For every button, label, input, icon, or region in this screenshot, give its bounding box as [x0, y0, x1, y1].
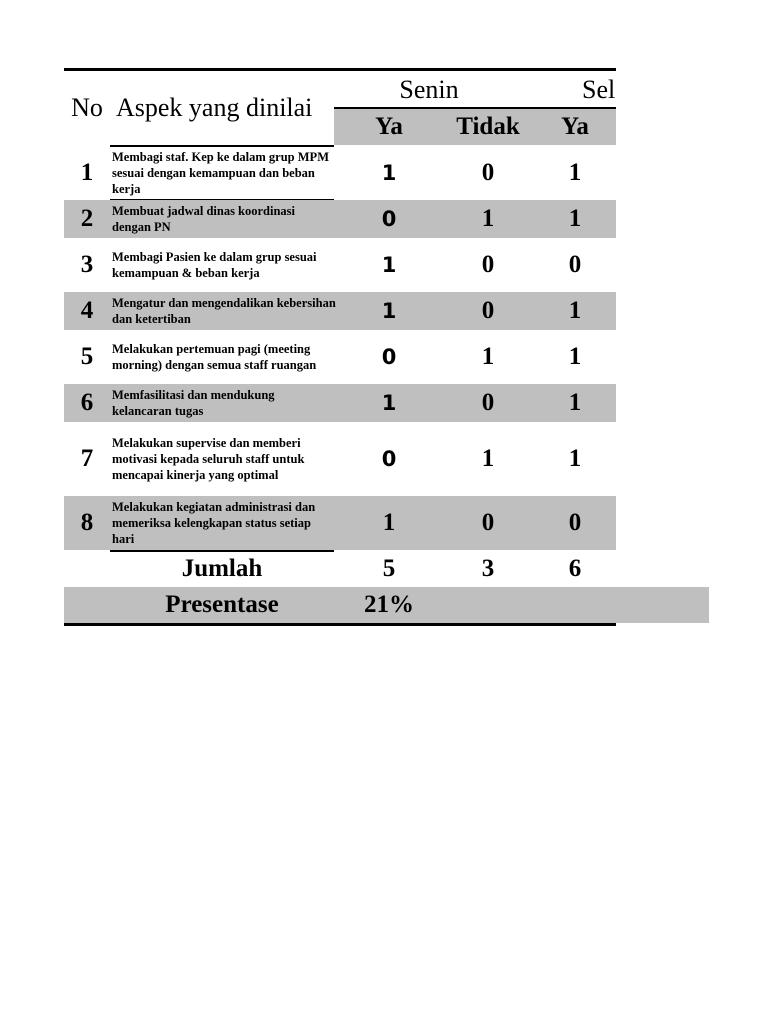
row-ya-2: 1	[568, 343, 582, 370]
row-aspect-cell	[112, 330, 336, 384]
row-tidak: 0	[481, 509, 495, 536]
row-aspect-cell	[112, 496, 336, 550]
row-ya-2: 1	[568, 389, 582, 416]
header-day-senin: Senin	[399, 75, 459, 104]
row-number: 1	[80, 159, 94, 186]
header-ya-2: Ya	[561, 113, 589, 140]
jumlah-tidak: 3	[481, 555, 495, 582]
row-ya: 0	[381, 207, 397, 231]
row-aspect-cell	[112, 422, 336, 496]
row-ya-2: 1	[568, 159, 582, 186]
header-aspect: Aspek yang dinilai	[116, 93, 313, 122]
jumlah-label: Jumlah	[181, 555, 263, 582]
row-aspect: Melakukan supervise dan memberi motivasi kepada seluruh staff untuk mencapai kinerja yang optimal	[112, 436, 305, 482]
row-ya-2: 0	[568, 251, 582, 278]
row-number: 2	[80, 205, 94, 232]
header-ya: Ya	[375, 113, 403, 140]
row-ya: 0	[381, 345, 397, 369]
row-ya-2: 1	[568, 297, 582, 324]
row-ya: 1	[382, 509, 396, 536]
bottom-border	[64, 623, 616, 626]
row-aspect: Mengatur dan mengendalikan kebersihan dan ketertiban	[112, 296, 336, 326]
row-number: 6	[80, 389, 94, 416]
row-aspect: Memfasilitasi dan mendukung kelancaran tugas	[112, 388, 275, 418]
row-ya-2: 1	[568, 445, 582, 472]
jumlah-ya: 5	[382, 555, 396, 582]
row-aspect-cell	[112, 384, 336, 422]
row-aspect: Membagi staf. Kep ke dalam grup MPM sesuai dengan kemampuan dan beban kerja	[112, 150, 329, 196]
row-tidak: 0	[481, 297, 495, 324]
presentase-value: 21%	[364, 591, 414, 618]
row-number: 4	[80, 297, 94, 324]
row-tidak: 0	[481, 251, 495, 278]
row-ya-2: 0	[568, 509, 582, 536]
row-aspect-cell	[112, 238, 336, 292]
row-tidak: 0	[481, 159, 495, 186]
top-border	[64, 68, 616, 71]
row-tidak: 1	[481, 205, 495, 232]
header-day-selasa: Sel	[582, 75, 616, 104]
header-tidak: Tidak	[456, 113, 520, 140]
row-ya: 1	[381, 161, 397, 185]
row-ya: 0	[381, 447, 397, 471]
attendance-table	[64, 68, 709, 628]
row-number: 3	[80, 251, 94, 278]
row-tidak: 1	[481, 343, 495, 370]
row-aspect-cell	[112, 146, 336, 200]
row-aspect-cell	[112, 200, 336, 238]
presentase-label: Presentase	[165, 591, 279, 618]
row-aspect-cell	[112, 292, 336, 330]
jumlah-ya-2: 6	[568, 555, 582, 582]
row-aspect: Melakukan kegiatan administrasi dan memeriksa kelengkapan status setiap hari	[112, 500, 316, 546]
row-ya: 1	[381, 253, 397, 277]
row-number: 7	[80, 445, 94, 472]
row-tidak: 0	[481, 389, 495, 416]
row-tidak: 1	[481, 445, 495, 472]
row-aspect: Melakukan pertemuan pagi (meeting morning) dengan semua staff ruangan	[112, 342, 317, 372]
header-no: No	[71, 93, 103, 122]
row-ya-2: 1	[568, 205, 582, 232]
row-number: 8	[80, 509, 94, 536]
row-ya: 1	[381, 391, 397, 415]
row-aspect: Membuat jadwal dinas koordinasi dengan PN	[112, 204, 296, 234]
row-ya: 1	[381, 299, 397, 323]
row-number: 5	[80, 343, 94, 370]
row-aspect: Membagi Pasien ke dalam grup sesuai kemampuan & beban kerja	[112, 250, 317, 280]
